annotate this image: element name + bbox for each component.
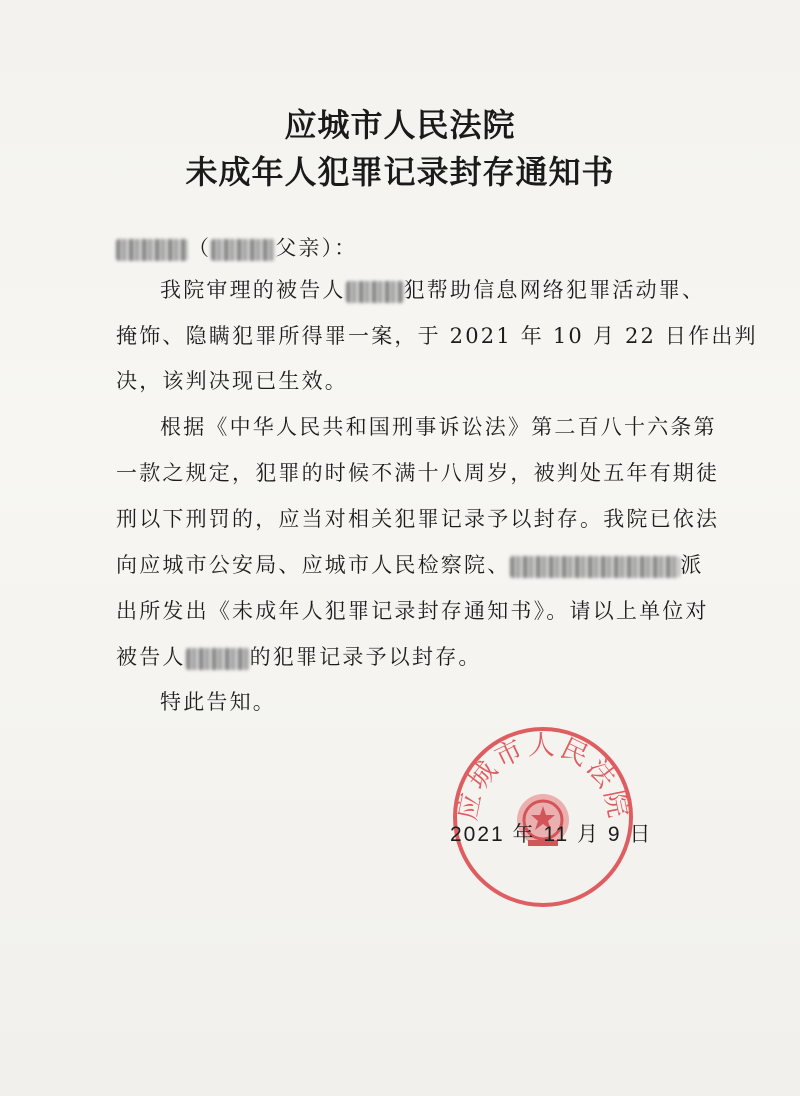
redacted-defendant-name — [346, 281, 404, 303]
text-segment: 向应城市公安局、应城市人民检察院、 — [116, 553, 511, 577]
seal-text: 应城市人民法院 — [451, 730, 635, 824]
salutation-line — [116, 232, 696, 262]
paragraph1-line2: 掩饰、隐瞒犯罪所得罪一案，于 2021 年 10 月 22 日作出判 — [116, 324, 758, 348]
paragraph1-line3: 决，该判决现已生效。 — [116, 369, 348, 393]
paragraph2-line5: 出所发出《未成年人犯罪记录封存通知书》。请以上单位对 — [116, 599, 709, 623]
paragraph2-line2: 一款之规定，犯罪的时候不满十八周岁，被判处五年有期徒 — [116, 461, 720, 485]
redacted-defendant-name-2 — [186, 648, 250, 670]
paragraph2-line3: 刑以下刑罚的，应当对相关犯罪记录予以封存。我院已依法 — [116, 507, 720, 531]
court-seal — [448, 722, 638, 912]
paragraph1-line1 — [160, 274, 706, 304]
salutation-suffix: 父亲）： — [275, 236, 358, 260]
text-segment: 派 — [680, 553, 704, 577]
paragraph2-line6 — [116, 641, 696, 671]
paragraph2-line4 — [116, 549, 704, 579]
text-segment: 我院审理的被告人 — [160, 278, 346, 302]
redacted-child-name — [211, 239, 275, 261]
document-title: 未成年人犯罪记录封存通知书 — [185, 153, 615, 191]
salutation-open-paren: （ — [188, 236, 212, 260]
redacted-recipient-name — [116, 239, 188, 261]
signature-date: 2021 年 11 月 9 日 — [450, 823, 653, 846]
text-segment: 犯帮助信息网络犯罪活动罪、 — [403, 278, 706, 302]
text-segment: 的犯罪记录予以封存。 — [249, 645, 482, 669]
court-name-title: 应城市人民法院 — [284, 106, 516, 144]
closing-line: 特此告知。 — [160, 690, 276, 714]
paragraph2-line1: 根据《中华人民共和国刑事诉讼法》第二百八十六条第 — [160, 415, 717, 439]
redacted-police-station — [510, 556, 680, 578]
text-segment: 被告人 — [116, 645, 186, 669]
